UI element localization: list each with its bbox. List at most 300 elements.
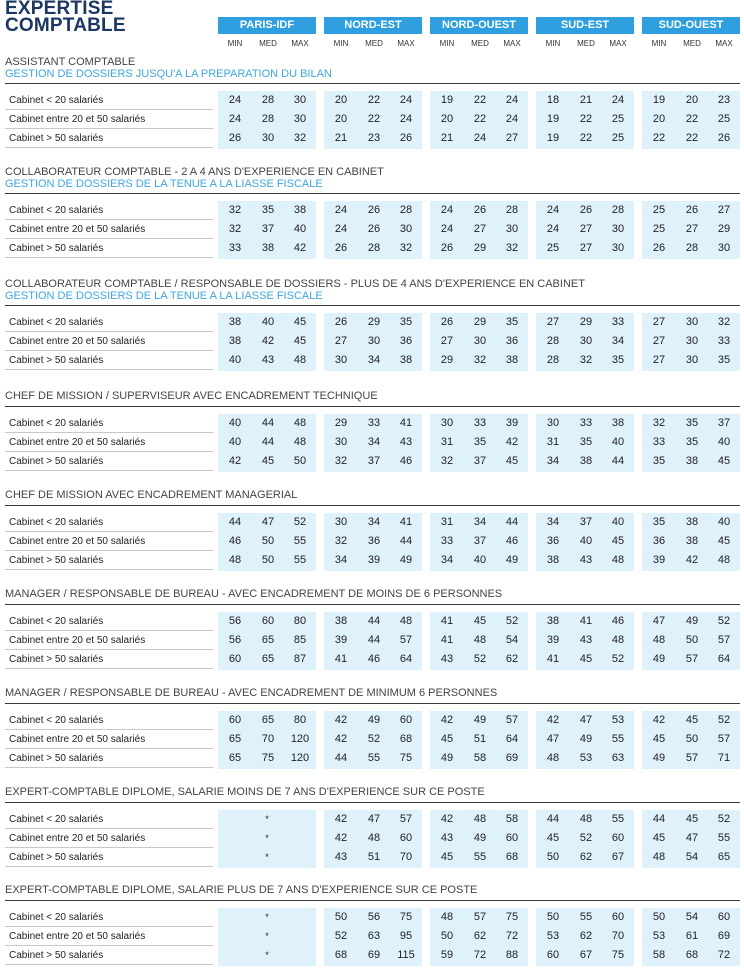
value-cell: 50 [293, 455, 307, 467]
value-cell: 26 [579, 204, 593, 216]
value-cell: 55 [473, 851, 487, 863]
value-cell: 24 [399, 113, 413, 125]
value-cell: 28 [505, 204, 519, 216]
value-cell: 40 [228, 436, 242, 448]
row-label: Cabinet < 20 salariés [9, 715, 104, 726]
region-header: PARIS-IDF [218, 17, 316, 34]
value-cell: 29 [473, 316, 487, 328]
value-cell: 34 [440, 554, 454, 566]
value-cell: 45 [717, 535, 731, 547]
value-cell: 30 [440, 417, 454, 429]
value-cell: 30 [717, 242, 731, 254]
value-cell: 57 [685, 653, 699, 665]
value-cell: 26 [228, 132, 242, 144]
value-cell: 59 [440, 949, 454, 961]
value-cell: 22 [367, 113, 381, 125]
value-cell: 32 [334, 535, 348, 547]
column-label-med: MED [259, 39, 277, 48]
value-cell: 63 [367, 930, 381, 942]
value-cell: 48 [367, 832, 381, 844]
value-cell: 34 [546, 516, 560, 528]
value-cell: 80 [293, 714, 307, 726]
column-label-min: MIN [227, 39, 243, 48]
row-label: Cabinet > 50 salariés [9, 456, 104, 467]
value-cell: 45 [611, 535, 625, 547]
value-cell: 50 [652, 911, 666, 923]
value-cell: 43 [579, 554, 593, 566]
row-label: Cabinet > 50 salariés [9, 950, 104, 961]
row-label: Cabinet entre 20 et 50 salariés [9, 734, 146, 745]
column-label-min: MIN [651, 39, 667, 48]
value-cell: 30 [611, 223, 625, 235]
value-cell: 52 [505, 615, 519, 627]
value-cell: 48 [293, 354, 307, 366]
value-cell: 45 [717, 455, 731, 467]
value-cell: 24 [546, 223, 560, 235]
value-cell: 21 [579, 94, 593, 106]
value-cell: 26 [367, 223, 381, 235]
column-label-max: MAX [291, 39, 309, 48]
value-cell: 56 [228, 615, 242, 627]
value-cell: 20 [334, 94, 348, 106]
section-title: CHEF DE MISSION / SUPERVISEUR AVEC ENCADREMENT TECHNIQUE [5, 390, 378, 402]
value-cell: * [265, 852, 269, 862]
value-cell: 30 [334, 354, 348, 366]
value-cell: 19 [546, 132, 560, 144]
row-label: Cabinet < 20 salariés [9, 616, 104, 627]
section-divider [5, 406, 740, 407]
value-cell: 52 [293, 516, 307, 528]
value-cell: 62 [473, 930, 487, 942]
section-title: EXPERT-COMPTABLE DIPLOME, SALARIE PLUS DE 7 ANS D'EXPERIENCE SUR CE POSTE [5, 884, 478, 896]
value-cell: 28 [399, 204, 413, 216]
value-cell: 58 [505, 813, 519, 825]
value-cell: 19 [440, 94, 454, 106]
value-cell: 48 [611, 554, 625, 566]
value-cell: 40 [228, 417, 242, 429]
value-cell: 48 [293, 417, 307, 429]
value-cell: 40 [293, 223, 307, 235]
section-divider [5, 505, 740, 506]
value-cell: 36 [399, 335, 413, 347]
value-cell: 75 [505, 911, 519, 923]
value-cell: * [265, 814, 269, 824]
section-title: EXPERT-COMPTABLE DIPLOME, SALARIE MOINS DE 7 ANS D'EXPERIENCE SUR CE POSTE [5, 786, 485, 798]
value-cell: 80 [293, 615, 307, 627]
value-cell: 30 [367, 335, 381, 347]
value-cell: 24 [546, 204, 560, 216]
value-cell: 48 [717, 554, 731, 566]
page-title-line2: COMPTABLE [5, 15, 126, 36]
value-cell: 65 [717, 851, 731, 863]
value-cell: 38 [579, 455, 593, 467]
value-cell: 26 [652, 242, 666, 254]
row-label: Cabinet entre 20 et 50 salariés [9, 931, 146, 942]
value-cell: 40 [717, 436, 731, 448]
row-label: Cabinet < 20 salariés [9, 205, 104, 216]
value-cell: 45 [293, 335, 307, 347]
value-cell: 48 [546, 752, 560, 764]
value-cell: 55 [367, 752, 381, 764]
value-cell: 29 [579, 316, 593, 328]
value-cell: 68 [334, 949, 348, 961]
value-cell: * [265, 833, 269, 843]
value-cell: 35 [473, 436, 487, 448]
value-cell: 41 [579, 615, 593, 627]
value-cell: 41 [399, 516, 413, 528]
row-label: Cabinet entre 20 et 50 salariés [9, 336, 146, 347]
value-cell: 50 [261, 535, 275, 547]
value-cell: 68 [505, 851, 519, 863]
value-cell: 27 [473, 223, 487, 235]
value-cell: 45 [261, 455, 275, 467]
region-header: NORD-EST [324, 17, 422, 34]
value-cell: 45 [473, 615, 487, 627]
value-cell: 49 [440, 752, 454, 764]
value-cell: 39 [505, 417, 519, 429]
value-cell: 37 [261, 223, 275, 235]
row-divider [5, 767, 213, 768]
value-cell: 32 [228, 223, 242, 235]
value-cell: 34 [367, 354, 381, 366]
value-cell: 55 [293, 554, 307, 566]
value-cell: 41 [440, 615, 454, 627]
value-cell: 33 [611, 316, 625, 328]
value-cell: 30 [685, 316, 699, 328]
value-cell: 45 [440, 851, 454, 863]
value-cell: 36 [652, 535, 666, 547]
value-cell: 58 [652, 949, 666, 961]
value-cell: 38 [546, 554, 560, 566]
value-cell: 24 [228, 113, 242, 125]
value-cell: 28 [546, 354, 560, 366]
value-cell: 28 [611, 204, 625, 216]
value-cell: 24 [228, 94, 242, 106]
value-cell: * [265, 912, 269, 922]
value-cell: 72 [717, 949, 731, 961]
value-cell: 120 [290, 733, 310, 745]
section-divider [5, 604, 740, 605]
value-cell: 22 [473, 94, 487, 106]
value-cell: 36 [367, 535, 381, 547]
value-cell: 41 [334, 653, 348, 665]
value-cell: 24 [473, 132, 487, 144]
value-cell: 22 [579, 113, 593, 125]
value-cell: 38 [685, 455, 699, 467]
value-cell: 27 [652, 316, 666, 328]
value-cell: * [265, 931, 269, 941]
value-cell: 55 [611, 813, 625, 825]
value-cell: 20 [685, 94, 699, 106]
value-cell: 50 [685, 634, 699, 646]
value-cell: 30 [399, 223, 413, 235]
value-cell: 26 [440, 316, 454, 328]
row-divider [5, 257, 213, 258]
value-cell: 41 [440, 634, 454, 646]
value-cell: 44 [505, 516, 519, 528]
value-cell: 18 [546, 94, 560, 106]
value-cell: 34 [546, 455, 560, 467]
value-cell: 71 [717, 752, 731, 764]
value-cell: 30 [505, 223, 519, 235]
value-cell: 70 [261, 733, 275, 745]
value-cell: 41 [399, 417, 413, 429]
value-cell: 57 [717, 634, 731, 646]
value-cell: 52 [334, 930, 348, 942]
value-cell: 56 [228, 634, 242, 646]
value-cell: 49 [579, 733, 593, 745]
row-divider [5, 866, 213, 867]
section-divider [5, 703, 740, 704]
row-label: Cabinet > 50 salariés [9, 555, 104, 566]
value-cell: 88 [505, 949, 519, 961]
value-cell: 69 [505, 752, 519, 764]
value-cell: 24 [334, 223, 348, 235]
value-cell: 27 [685, 223, 699, 235]
value-cell: 42 [334, 832, 348, 844]
page-title-line1: EXPERTISE [5, 0, 114, 19]
value-cell: 47 [367, 813, 381, 825]
value-cell: 63 [611, 752, 625, 764]
value-cell: 60 [717, 911, 731, 923]
value-cell: 60 [228, 714, 242, 726]
row-divider [5, 569, 213, 570]
region-header: SUD-EST [536, 17, 634, 34]
value-cell: 25 [611, 132, 625, 144]
value-cell: 54 [685, 911, 699, 923]
value-cell: 39 [546, 634, 560, 646]
value-cell: 32 [440, 455, 454, 467]
value-cell: 24 [399, 94, 413, 106]
value-cell: 48 [440, 911, 454, 923]
value-cell: 22 [579, 132, 593, 144]
value-cell: 60 [546, 949, 560, 961]
value-cell: 54 [505, 634, 519, 646]
value-cell: 44 [261, 436, 275, 448]
value-cell: 44 [399, 535, 413, 547]
value-cell: 31 [440, 436, 454, 448]
value-cell: 30 [334, 436, 348, 448]
section-divider [5, 193, 740, 194]
value-cell: 26 [334, 242, 348, 254]
value-cell: 49 [505, 554, 519, 566]
value-cell: 30 [293, 94, 307, 106]
value-cell: 26 [473, 204, 487, 216]
value-cell: 45 [546, 832, 560, 844]
value-cell: 49 [685, 615, 699, 627]
value-cell: 35 [652, 516, 666, 528]
section-title: ASSISTANT COMPTABLE [5, 56, 136, 68]
value-cell: 35 [611, 354, 625, 366]
value-cell: 52 [717, 714, 731, 726]
value-cell: 28 [261, 113, 275, 125]
value-cell: 38 [228, 335, 242, 347]
value-cell: 45 [685, 813, 699, 825]
value-cell: 27 [717, 204, 731, 216]
row-label: Cabinet entre 20 et 50 salariés [9, 114, 146, 125]
value-cell: 32 [505, 242, 519, 254]
value-cell: 69 [367, 949, 381, 961]
value-cell: 30 [546, 417, 560, 429]
value-cell: 46 [228, 535, 242, 547]
value-cell: 43 [261, 354, 275, 366]
value-cell: 22 [685, 113, 699, 125]
value-cell: 27 [334, 335, 348, 347]
value-cell: 40 [717, 516, 731, 528]
value-cell: 30 [685, 335, 699, 347]
row-divider [5, 470, 213, 471]
value-cell: 38 [261, 242, 275, 254]
section-divider [5, 802, 740, 803]
value-cell: 35 [685, 417, 699, 429]
value-cell: 45 [440, 733, 454, 745]
value-cell: 49 [399, 554, 413, 566]
value-cell: 20 [440, 113, 454, 125]
value-cell: 33 [579, 417, 593, 429]
value-cell: 62 [579, 930, 593, 942]
value-cell: 60 [505, 832, 519, 844]
value-cell: 50 [685, 733, 699, 745]
value-cell: 50 [334, 911, 348, 923]
value-cell: 65 [228, 733, 242, 745]
value-cell: 85 [293, 634, 307, 646]
value-cell: 37 [473, 455, 487, 467]
value-cell: 55 [579, 911, 593, 923]
value-cell: 42 [685, 554, 699, 566]
value-cell: 75 [399, 752, 413, 764]
value-cell: 54 [685, 851, 699, 863]
value-cell: 72 [473, 949, 487, 961]
value-cell: 55 [717, 832, 731, 844]
value-cell: 49 [473, 832, 487, 844]
value-cell: 60 [399, 714, 413, 726]
value-cell: 35 [261, 204, 275, 216]
value-cell: 64 [399, 653, 413, 665]
value-cell: 23 [367, 132, 381, 144]
row-label: Cabinet < 20 salariés [9, 95, 104, 106]
value-cell: 120 [290, 752, 310, 764]
column-label-med: MED [471, 39, 489, 48]
row-label: Cabinet > 50 salariés [9, 852, 104, 863]
value-cell: 43 [579, 634, 593, 646]
value-cell: 44 [611, 455, 625, 467]
value-cell: 45 [685, 714, 699, 726]
value-cell: 45 [293, 316, 307, 328]
value-cell: 26 [440, 242, 454, 254]
value-cell: 57 [473, 911, 487, 923]
value-cell: 42 [334, 733, 348, 745]
value-cell: 20 [652, 113, 666, 125]
value-cell: 43 [334, 851, 348, 863]
value-cell: 41 [546, 653, 560, 665]
value-cell: 19 [546, 113, 560, 125]
value-cell: 60 [228, 653, 242, 665]
value-cell: 30 [293, 113, 307, 125]
value-cell: 47 [652, 615, 666, 627]
value-cell: 42 [334, 813, 348, 825]
value-cell: 38 [228, 316, 242, 328]
value-cell: 22 [367, 94, 381, 106]
value-cell: 65 [228, 752, 242, 764]
value-cell: 40 [473, 554, 487, 566]
column-label-max: MAX [397, 39, 415, 48]
value-cell: 34 [367, 436, 381, 448]
row-divider [5, 369, 213, 370]
value-cell: 34 [334, 554, 348, 566]
section-title: MANAGER / RESPONSABLE DE BUREAU - AVEC ENCADREMENT DE MOINS DE 6 PERSONNES [5, 588, 503, 600]
value-cell: 42 [293, 242, 307, 254]
value-cell: 29 [440, 354, 454, 366]
value-cell: 38 [685, 535, 699, 547]
column-label-med: MED [683, 39, 701, 48]
value-cell: 29 [334, 417, 348, 429]
value-cell: 51 [367, 851, 381, 863]
value-cell: 87 [293, 653, 307, 665]
value-cell: 46 [611, 615, 625, 627]
section-subtitle: GESTION DE DOSSIERS DE LA TENUE A LA LIASSE FISCALE [5, 178, 323, 190]
value-cell: 42 [652, 714, 666, 726]
value-cell: 43 [440, 653, 454, 665]
section-title: CHEF DE MISSION AVEC ENCADREMENT MANAGERIAL [5, 489, 298, 501]
column-label-med: MED [577, 39, 595, 48]
value-cell: 40 [611, 516, 625, 528]
value-cell: 31 [440, 516, 454, 528]
value-cell: 75 [611, 949, 625, 961]
value-cell: 32 [579, 354, 593, 366]
value-cell: 42 [261, 335, 275, 347]
row-label: Cabinet < 20 salariés [9, 418, 104, 429]
value-cell: 42 [440, 813, 454, 825]
region-header: SUD-OUEST [642, 17, 740, 34]
value-cell: 32 [717, 316, 731, 328]
value-cell: 48 [652, 634, 666, 646]
value-cell: 48 [611, 634, 625, 646]
value-cell: 60 [261, 615, 275, 627]
value-cell: 26 [717, 132, 731, 144]
value-cell: 48 [228, 554, 242, 566]
value-cell: 48 [579, 813, 593, 825]
value-cell: 44 [334, 752, 348, 764]
value-cell: 57 [399, 813, 413, 825]
value-cell: 27 [652, 335, 666, 347]
value-cell: 29 [717, 223, 731, 235]
value-cell: 24 [505, 113, 519, 125]
value-cell: 35 [717, 354, 731, 366]
value-cell: 24 [611, 94, 625, 106]
value-cell: 52 [367, 733, 381, 745]
section-divider [5, 305, 740, 306]
value-cell: 51 [473, 733, 487, 745]
value-cell: 67 [579, 949, 593, 961]
value-cell: 45 [579, 653, 593, 665]
value-cell: 24 [440, 223, 454, 235]
value-cell: 75 [399, 911, 413, 923]
value-cell: 35 [399, 316, 413, 328]
value-cell: 34 [367, 516, 381, 528]
value-cell: 21 [440, 132, 454, 144]
column-label-max: MAX [609, 39, 627, 48]
section-divider [5, 900, 740, 901]
value-cell: 40 [261, 316, 275, 328]
row-label: Cabinet entre 20 et 50 salariés [9, 635, 146, 646]
value-cell: 57 [717, 733, 731, 745]
value-cell: 60 [611, 911, 625, 923]
value-cell: 44 [367, 634, 381, 646]
value-cell: 57 [399, 634, 413, 646]
value-cell: 38 [293, 204, 307, 216]
value-cell: 27 [505, 132, 519, 144]
value-cell: 50 [261, 554, 275, 566]
